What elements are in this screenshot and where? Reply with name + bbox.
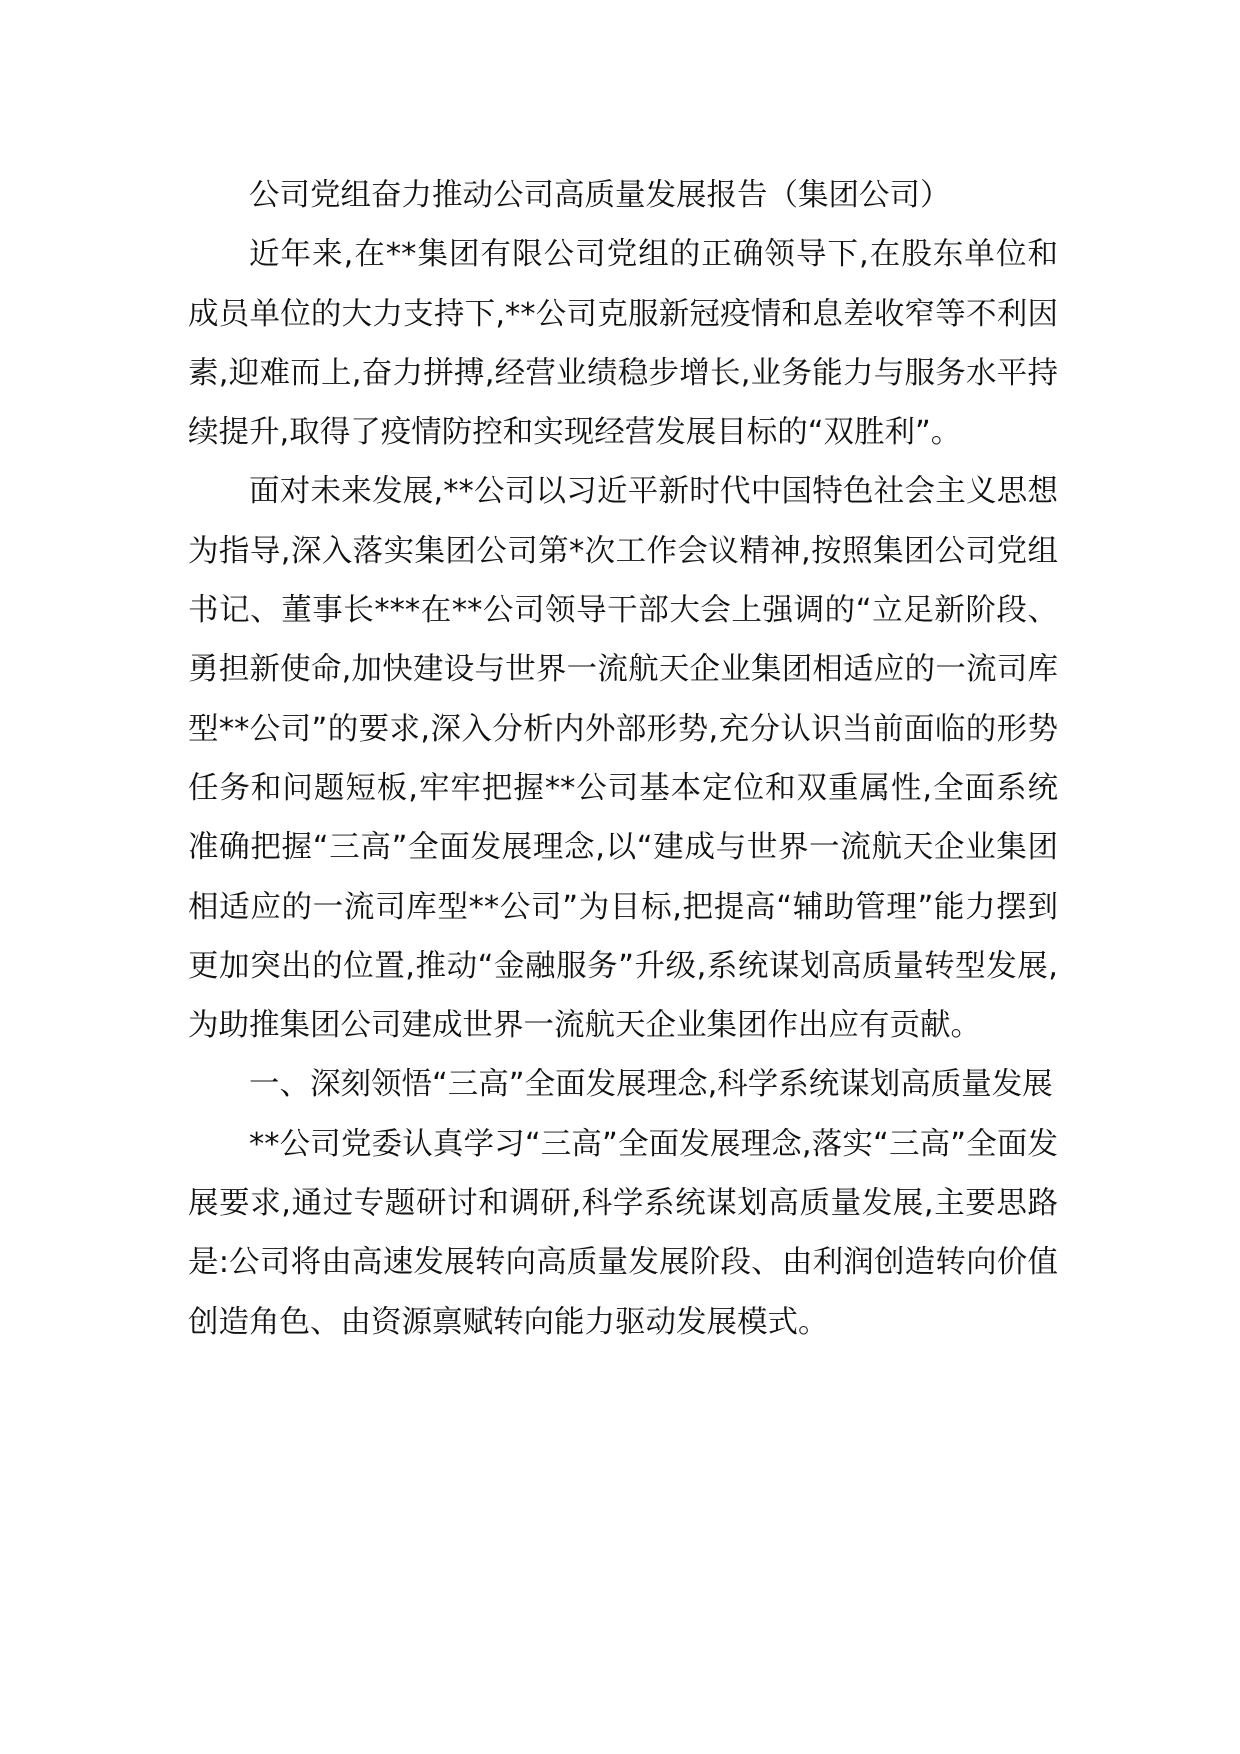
paragraph-section-1: **公司党委认真学习“三高”全面发展理念,落实“三高”全面发展要求,通过专题研讨和调研,科学系统谋划高质量发展,主要思路是:公司将由高速发展转向高质量发展阶段、由利润创造转向价值创造角色、由资源禀赋转向能力驱动发展模式。 [188, 1126, 1058, 1340]
document-title: 公司党组奋力推动公司高质量发展报告（集团公司） [249, 178, 951, 213]
paragraph-future-development: 面对未来发展,**公司以习近平新时代中国特色社会主义思想为指导,深入落实集团公司第*次工作会议精神,按照集团公司党组书记、董事长***在**公司领导干部大会上强调的“立足新阶段、勇担新使命,加快建设与世界一流航天企业集团相适应的一流司库型**公司”的要求,深入分析内外部形势,充分认识当前面临的形势任务和问题短板,牢牢把握**公司基本定位和双重属性,全面系统准确把握“三高”全面发展理念,以“建成与世界一流航天企业集团相适应的一流司库型**公司”为目标,把提高“辅助管理”能力摆到更加突出的位置,推动“金融服务”升级,系统谋划高质量转型发展,为助推集团公司建成世界一流航天企业集团作出应有贡献。 [188, 474, 1058, 1044]
paragraph-intro: 近年来,在**集团有限公司党组的正确领导下,在股东单位和成员单位的大力支持下,**公司克服新冠疫情和息差收窄等不利因素,迎难而上,奋力拼搏,经营业绩稳步增长,业务能力与服务水平持续提升,取得了疫情防控和实现经营发展目标的“双胜利”。 [188, 237, 1058, 451]
document-body [188, 166, 1058, 1352]
section-heading-1: 一、深刻领悟“三高”全面发展理念,科学系统谋划高质量发展 [249, 1067, 1053, 1103]
